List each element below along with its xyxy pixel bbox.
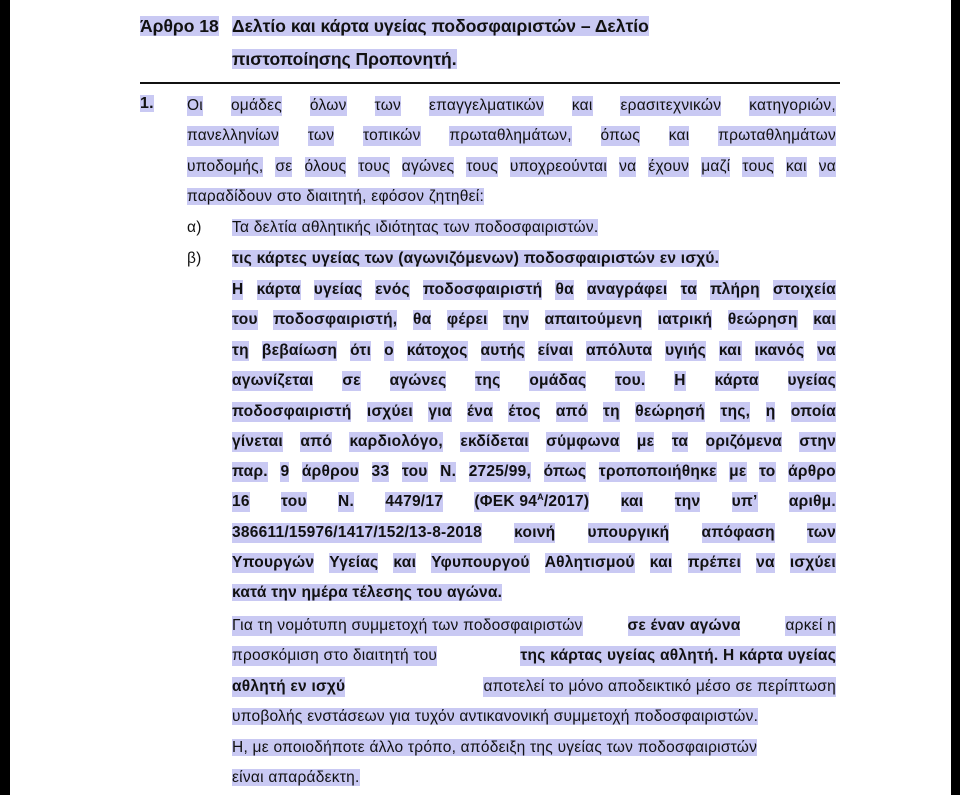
item-b-marker bbox=[187, 249, 202, 269]
para2-l1-c: αρκεί η bbox=[785, 617, 836, 634]
para1-line1 bbox=[187, 96, 836, 116]
word: να bbox=[756, 554, 775, 571]
word: απόφαση bbox=[701, 524, 775, 541]
word: ότι bbox=[350, 342, 372, 359]
word: όλους bbox=[304, 158, 347, 175]
word: κάρτα bbox=[256, 281, 301, 298]
para2-l2-a: προσκόμιση στο διαιτητή του bbox=[232, 647, 438, 664]
item-b-bold-line7 bbox=[232, 462, 836, 482]
fek-sup: Α bbox=[537, 491, 544, 502]
para2-line5 bbox=[232, 738, 757, 758]
item-b-bold-last bbox=[232, 583, 502, 603]
item-b-bold-line10 bbox=[232, 553, 836, 573]
law-word: και bbox=[620, 493, 644, 510]
word: να bbox=[818, 158, 836, 175]
word: είναι bbox=[537, 342, 574, 359]
word: Υπουργών bbox=[232, 554, 315, 571]
item-b-line0 bbox=[232, 249, 719, 269]
word: Υγείας bbox=[329, 554, 379, 571]
item-b-bold-line1 bbox=[232, 280, 836, 300]
word: υγείας bbox=[787, 372, 836, 389]
word: τροποποιήθηκε bbox=[598, 463, 717, 480]
word: Αθλητισμού bbox=[544, 554, 635, 571]
word: θα bbox=[412, 311, 432, 328]
word: κοινή bbox=[514, 524, 556, 541]
word: και bbox=[649, 554, 673, 571]
law-word: του bbox=[281, 493, 307, 510]
word: Ν. bbox=[440, 463, 457, 480]
word: τους bbox=[466, 158, 498, 175]
fek-post: /2017) bbox=[543, 493, 590, 510]
word: τη bbox=[232, 342, 249, 359]
item-b-bold-line5 bbox=[232, 402, 836, 422]
item-b-bold-line2 bbox=[232, 310, 836, 330]
para2-line4 bbox=[232, 707, 758, 727]
para2-l1-a: Για τη νομότυπη συμμετοχή των ποδοσφαιριστών bbox=[232, 617, 583, 634]
article-title-2 bbox=[232, 47, 457, 71]
word: ποδοσφαιριστή, bbox=[273, 311, 398, 328]
word: θεώρησή bbox=[635, 403, 706, 420]
word: Η bbox=[674, 372, 686, 389]
word: αγώνες bbox=[389, 372, 447, 389]
word: τους bbox=[742, 158, 774, 175]
item-b-marker-text: β) bbox=[187, 250, 202, 267]
para2-l1-b: σε έναν αγώνα bbox=[627, 617, 741, 634]
word: του. bbox=[615, 372, 646, 389]
fek-reference bbox=[474, 492, 589, 512]
word: θα bbox=[555, 281, 574, 298]
word: της, bbox=[720, 403, 751, 420]
word: τα bbox=[680, 281, 698, 298]
law-word: την bbox=[674, 493, 701, 510]
law-word: αριθμ. bbox=[788, 493, 836, 510]
word: ενός bbox=[375, 281, 410, 298]
heading-divider bbox=[140, 82, 840, 84]
para2-line6 bbox=[232, 768, 360, 788]
word: παρ. bbox=[232, 463, 268, 480]
word: και bbox=[718, 342, 742, 359]
para2-line2 bbox=[232, 646, 836, 666]
word: Οι bbox=[187, 97, 203, 114]
word: σύμφωνα bbox=[546, 433, 620, 450]
article-heading bbox=[140, 14, 219, 38]
word: άρθρου bbox=[301, 463, 359, 480]
word: σε bbox=[342, 372, 361, 389]
word: να bbox=[619, 158, 637, 175]
word: τα bbox=[671, 433, 689, 450]
para1-line2 bbox=[187, 126, 836, 146]
word: Η bbox=[232, 281, 244, 298]
word: άρθρο bbox=[788, 463, 836, 480]
word: πλήρη bbox=[710, 281, 760, 298]
para1-line4-text: παραδίδουν στο διαιτητή, εφόσον ζητηθεί: bbox=[187, 188, 485, 205]
item-b-bold-line9 bbox=[232, 523, 836, 543]
article-title bbox=[232, 14, 649, 38]
item-a-marker-text: α) bbox=[187, 219, 202, 236]
item-b-bold-line3 bbox=[232, 341, 836, 361]
word: φέρει bbox=[447, 311, 488, 328]
word: ένα bbox=[467, 403, 493, 420]
word: οριζόμενα bbox=[705, 433, 782, 450]
word: απαιτούμενη bbox=[544, 311, 643, 328]
item-a-text-content: Τα δελτία αθλητικής ιδιότητας των ποδοσφαιριστών. bbox=[232, 219, 599, 236]
para2-l3-b: αθλητή εν ισχύ bbox=[232, 678, 346, 695]
word: στην bbox=[799, 433, 836, 450]
law-word: 16 bbox=[232, 493, 250, 510]
word: ισχύει bbox=[366, 403, 413, 420]
document-page bbox=[10, 0, 951, 795]
para1-line4 bbox=[187, 187, 484, 207]
word: υποδομής, bbox=[187, 158, 264, 175]
item-b-line0-text: τις κάρτες υγείας των (αγωνιζόμενων) ποδοσφαιριστών εν ισχύ. bbox=[232, 250, 720, 267]
word: κατηγοριών, bbox=[749, 97, 836, 114]
para2-l3-c: αποτελεί το μόνο αποδεικτικό μέσο σε περίπτωση bbox=[483, 678, 836, 695]
word: ιατρική bbox=[657, 311, 713, 328]
item-b-bold-line4 bbox=[232, 371, 836, 391]
word: ισχύει bbox=[789, 554, 836, 571]
word: έχουν bbox=[648, 158, 690, 175]
word: τοπικών bbox=[363, 127, 421, 144]
word: του bbox=[401, 463, 428, 480]
word: υπουργική bbox=[587, 524, 670, 541]
word: ικανός bbox=[754, 342, 805, 359]
item-a-marker bbox=[187, 218, 202, 238]
word: έτος bbox=[508, 403, 541, 420]
word: από bbox=[555, 403, 588, 420]
word: ομάδες bbox=[230, 97, 282, 114]
word: ομάδας bbox=[529, 372, 587, 389]
word: τους bbox=[358, 158, 390, 175]
law-word: 4479/17 bbox=[385, 493, 444, 510]
word: όλων bbox=[309, 97, 347, 114]
word: υγείας bbox=[313, 281, 363, 298]
para2-l6-text: είναι απαράδεκτη. bbox=[232, 769, 360, 786]
word: 9 bbox=[280, 463, 290, 480]
word: υγιής bbox=[665, 342, 706, 359]
word: με bbox=[729, 463, 747, 480]
word: το bbox=[759, 463, 776, 480]
word: όπως bbox=[543, 463, 587, 480]
word: επαγγελματικών bbox=[429, 97, 544, 114]
word: η bbox=[765, 403, 776, 420]
item-b-bold-last-text: κατά την ημέρα τέλεσης του αγώνα. bbox=[232, 584, 503, 601]
word: εκδίδεται bbox=[460, 433, 529, 450]
word: 386611/15976/1417/152/13-8-2018 bbox=[232, 524, 482, 541]
word: και bbox=[393, 554, 417, 571]
word: 33 bbox=[371, 463, 390, 480]
word: μαζί bbox=[701, 158, 731, 175]
law-word: Ν. bbox=[338, 493, 355, 510]
word: αγώνες bbox=[401, 158, 455, 175]
word: των bbox=[374, 97, 402, 114]
article-label: Άρθρο 18 bbox=[140, 16, 219, 36]
item-b-bold-line6 bbox=[232, 432, 836, 452]
word: καρδιολόγο, bbox=[349, 433, 443, 450]
word: υποχρεούνται bbox=[509, 158, 608, 175]
word: γίνεται bbox=[232, 433, 283, 450]
word: κάρτα bbox=[714, 372, 759, 389]
word: ποδοσφαιριστή bbox=[232, 403, 352, 420]
word: αναγράφει bbox=[586, 281, 668, 298]
fek-pre: (ΦΕΚ 94 bbox=[474, 493, 538, 510]
word: να bbox=[817, 342, 836, 359]
word: πρωταθλημάτων, bbox=[449, 127, 572, 144]
word: πρέπει bbox=[687, 554, 742, 571]
para1-number bbox=[140, 94, 154, 114]
word: και bbox=[813, 311, 836, 328]
word: την bbox=[503, 311, 530, 328]
word: τη bbox=[602, 403, 620, 420]
word: αγωνίζεται bbox=[232, 372, 314, 389]
word: απόλυτα bbox=[586, 342, 653, 359]
word: θεώρηση bbox=[727, 311, 798, 328]
word: και bbox=[571, 97, 593, 114]
word: και bbox=[785, 158, 807, 175]
word: οποία bbox=[790, 403, 836, 420]
word: στοιχεία bbox=[772, 281, 836, 298]
word: ερασιτεχνικών bbox=[620, 97, 722, 114]
word: πανελληνίων bbox=[187, 127, 280, 144]
word: από bbox=[300, 433, 333, 450]
word: πρωταθλημάτων bbox=[718, 127, 836, 144]
para2-l4-text: υποβολής ενστάσεων για τυχόν αντικανονική συμμετοχή ποδοσφαιριστών. bbox=[232, 708, 759, 725]
para2-line3 bbox=[232, 677, 836, 697]
word: των bbox=[307, 127, 335, 144]
item-b-law-line bbox=[232, 492, 836, 512]
para2-l2-b: της κάρτας υγείας αθλητή. Η κάρτα υγείας bbox=[520, 647, 836, 664]
word: και bbox=[668, 127, 690, 144]
article-title-line2: πιστοποίησης Προπονητή. bbox=[232, 49, 457, 69]
word: της bbox=[475, 372, 501, 389]
word: του bbox=[232, 311, 258, 328]
word: ο bbox=[384, 342, 394, 359]
word: ποδοσφαιριστή bbox=[422, 281, 543, 298]
para1-line3 bbox=[187, 157, 836, 177]
word: 2725/99, bbox=[468, 463, 532, 480]
word: Υφυπουργού bbox=[431, 554, 530, 571]
word: με bbox=[636, 433, 655, 450]
word: όπως bbox=[600, 127, 640, 144]
word: κάτοχος bbox=[406, 342, 468, 359]
word: αυτής bbox=[480, 342, 525, 359]
word: για bbox=[428, 403, 452, 420]
law-word: υπ’ bbox=[731, 493, 758, 510]
word: των bbox=[807, 524, 836, 541]
para1-number-text: 1. bbox=[140, 95, 154, 112]
para2-l5-text: Η, με οποιοδήποτε άλλο τρόπο, απόδειξη της υγείας των ποδοσφαιριστών bbox=[232, 739, 758, 756]
para2-line1 bbox=[232, 616, 836, 636]
item-a-text bbox=[232, 218, 598, 238]
word: βεβαίωση bbox=[261, 342, 338, 359]
word: σε bbox=[275, 158, 293, 175]
article-title-line1: Δελτίο και κάρτα υγείας ποδοσφαιριστών – Δελτίο bbox=[232, 16, 649, 36]
